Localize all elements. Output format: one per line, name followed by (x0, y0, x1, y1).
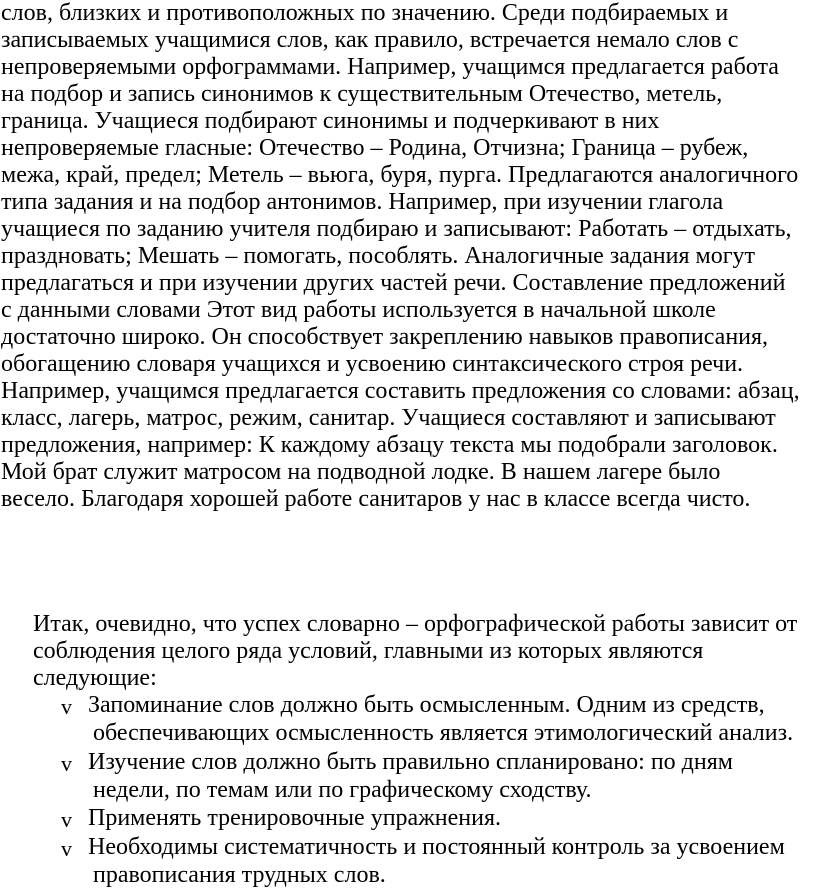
text-line: предлагаться и при изучении других частей речи. Составление предложений (1, 270, 786, 296)
text-line: межа, край, предел; Метель – вьюга, буря, пурга. Предлагаются аналогичного (1, 162, 799, 188)
text-line: учащиеся по заданию учителя подбираю и записывают: Работать – отдыхать, (1, 216, 792, 242)
text-line: Итак, очевидно, что успех словарно – орфографической работы зависит от (33, 611, 798, 637)
list-item-text: Запоминание слов должно быть осмысленным. Одним из средств, (88, 692, 765, 718)
text-line: следующие: (33, 665, 157, 691)
text-line: граница. Учащиеся подбирают синонимы и подчеркивают в них (1, 108, 660, 134)
text-line: непроверяемыми орфограммами. Например, учащимся предлагается работа (1, 54, 779, 80)
text-line: достаточно широко. Он способствует закреплению навыков правописания, (1, 324, 769, 350)
list-item-text: правописания трудных слов. (93, 862, 386, 888)
text-line: записываемых учащимися слов, как правило, встречается немало слов с (1, 27, 739, 53)
list-item-text: Изучение слов должно быть правильно спланировано: по дням (88, 749, 733, 775)
list-item-text: Необходимы систематичность и постоянный контроль за усвоением (88, 834, 785, 860)
text-line: обогащению словаря учащихся и усвоению синтаксического строя речи. (1, 351, 744, 377)
text-line: непроверяемые гласные: Отечество – Родина, Отчизна; Граница – рубеж, (1, 135, 749, 161)
text-line: типа задания и на подбор антонимов. Например, при изучении глагола (1, 189, 724, 215)
text-line: слов, близких и противоположных по значению. Среди подбираемых и (1, 0, 729, 26)
bullet-marker: v (61, 694, 72, 719)
text-line: Например, учащимся предлагается составить предложения со словами: абзац, (1, 378, 800, 404)
bullet-marker: v (61, 836, 72, 861)
text-line: с данными словами Этот вид работы используется в начальной школе (1, 297, 716, 323)
list-item-text: Применять тренировочные упражнения. (88, 805, 501, 831)
text-line: класс, лагерь, матрос, режим, санитар. Учащиеся составляют и записывают (1, 405, 776, 431)
bullet-marker: v (61, 751, 72, 776)
text-line: праздновать; Мешать – помогать, пособлять. Аналогичные задания могут (1, 243, 756, 269)
text-line: предложения, например: К каждому абзацу текста мы подобрали заголовок. (1, 432, 778, 458)
text-line: Мой брат служит матросом на подводной лодке. В нашем лагере было (1, 459, 721, 485)
bullet-marker: v (61, 807, 72, 832)
text-line: на подбор и запись синонимов к существительным Отечество, метель, (1, 81, 723, 107)
list-item-text: недели, по темам или по графическому сходству. (93, 777, 592, 803)
text-line: весело. Благодаря хорошей работе санитаров у нас в классе всегда чисто. (1, 486, 751, 512)
list-item-text: обеспечивающих осмысленность является этимологический анализ. (93, 720, 794, 746)
text-line: соблюдения целого ряда условий, главными из которых являются (33, 638, 704, 664)
